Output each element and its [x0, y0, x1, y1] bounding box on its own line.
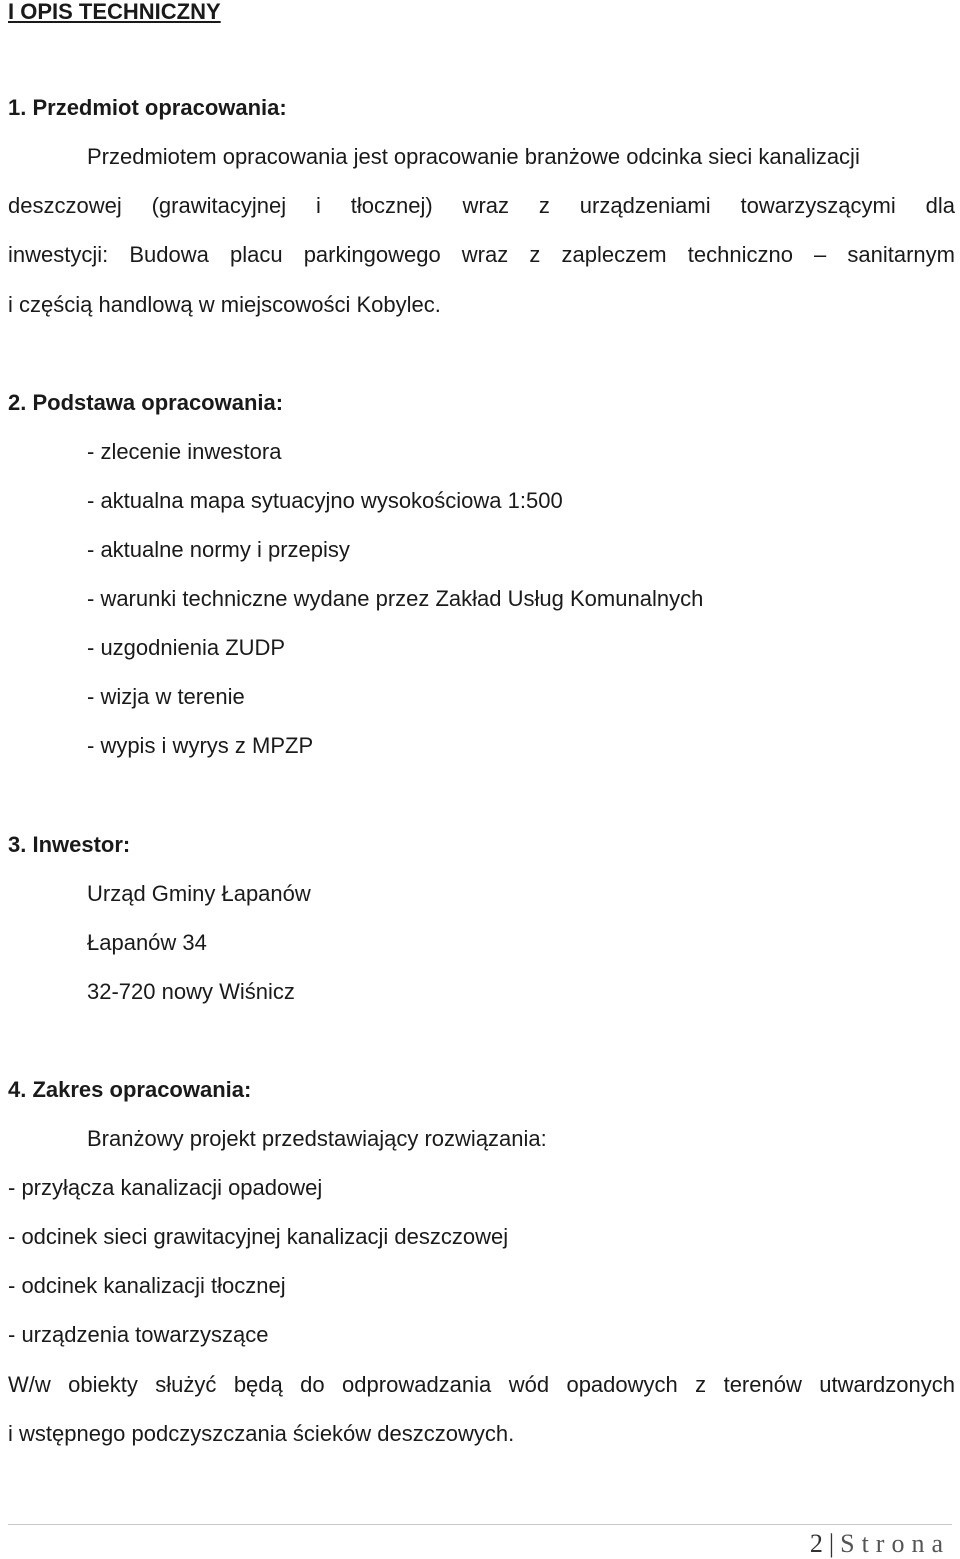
list-item: - wizja w terenie — [87, 684, 245, 709]
list-item: - warunki techniczne wydane przez Zakład Usług Komunalnych — [87, 586, 704, 611]
list-item: - aktualne normy i przepisy — [87, 537, 350, 562]
list-item: - urządzenia towarzyszące — [8, 1322, 269, 1347]
paragraph-line: i częścią handlową w miejscowości Kobylec. — [8, 292, 441, 317]
document-title: I OPIS TECHNICZNY — [8, 0, 221, 24]
list-item: - odcinek kanalizacji tłocznej — [8, 1273, 286, 1298]
list-item: - aktualna mapa sytuacyjno wysokościowa 1:500 — [87, 488, 563, 513]
page-number: 2 — [809, 1529, 823, 1558]
paragraph-line: Przedmiotem opracowania jest opracowanie branżowe odcinka sieci kanalizacji — [87, 144, 860, 169]
section-heading-2: 2. Podstawa opracowania: — [8, 390, 284, 415]
paragraph-line: i wstępnego podczyszczania ścieków deszczowych. — [8, 1421, 515, 1446]
section-heading-4: 4. Zakres opracowania: — [8, 1077, 252, 1102]
footer-separator: | — [828, 1529, 835, 1558]
list-item: - przyłącza kanalizacji opadowej — [8, 1175, 323, 1200]
paragraph-line: inwestycji: Budowa placu parkingowego wraz z zapleczem techniczno – sanitarnym — [8, 242, 955, 267]
list-item: - odcinek sieci grawitacyjnej kanalizacji deszczowej — [8, 1224, 509, 1249]
investor-line: Urząd Gminy Łapanów — [87, 881, 311, 906]
paragraph-line: W/w obiekty służyć będą do odprowadzania wód opadowych z terenów utwardzonych — [8, 1372, 955, 1397]
page-word: Strona — [840, 1529, 950, 1558]
investor-line: Łapanów 34 — [87, 930, 207, 955]
list-item: - wypis i wyrys z MPZP — [87, 733, 314, 758]
section-heading-1: 1. Przedmiot opracowania: — [8, 95, 287, 120]
page-footer — [810, 1529, 950, 1559]
investor-line: 32-720 nowy Wiśnicz — [87, 979, 295, 1004]
scope-intro: Branżowy projekt przedstawiający rozwiązania: — [87, 1126, 547, 1151]
paragraph-line: deszczowej (grawitacyjnej i tłocznej) wraz z urządzeniami towarzyszącymi dla — [8, 193, 955, 218]
list-item: - zlecenie inwestora — [87, 439, 282, 464]
footer-divider — [8, 1524, 952, 1525]
list-item: - uzgodnienia ZUDP — [87, 635, 286, 660]
section-heading-3: 3. Inwestor: — [8, 832, 131, 857]
